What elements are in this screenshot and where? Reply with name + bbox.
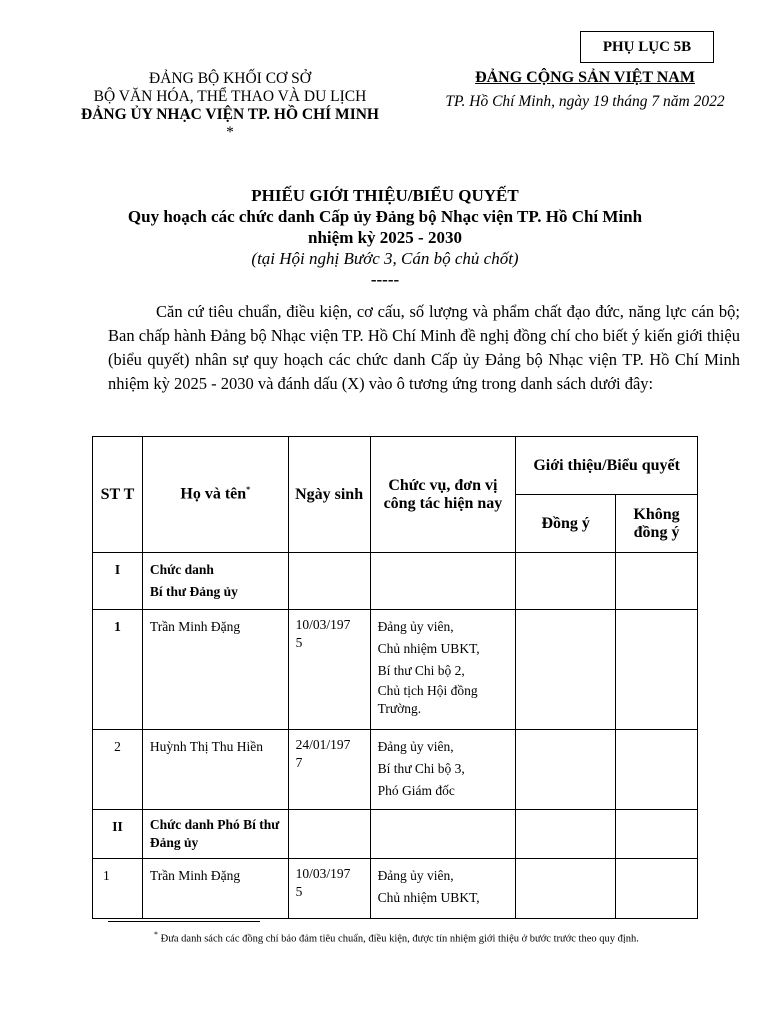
party-block (415, 69, 755, 111)
title-divider: ----- (370, 270, 400, 289)
row-dob: 10/03/197 5 (288, 859, 370, 919)
disagree-checkbox[interactable] (616, 859, 698, 919)
disagree-checkbox[interactable] (616, 610, 698, 730)
disagree-checkbox[interactable] (616, 553, 698, 610)
title-line-1: PHIẾU GIỚI THIỆU/BIỂU QUYẾT (251, 186, 519, 205)
title-line-2: Quy hoạch các chức danh Cấp ủy Đảng bộ Nhạc viện TP. Hồ Chí Minh (127, 207, 643, 226)
row-position: Đảng ủy viên, Chủ nhiệm UBKT, (370, 859, 516, 919)
table-row (93, 610, 698, 730)
footnote-divider (108, 921, 260, 922)
section-number: I (93, 553, 143, 610)
row-name: Trần Minh Đặng (142, 859, 288, 919)
issuer-line-2: BỘ VĂN HÓA, THỂ THAO VÀ DU LỊCH (93, 88, 367, 105)
table-row (93, 730, 698, 810)
section-row (93, 553, 698, 610)
party-name: ĐẢNG CỘNG SẢN VIỆT NAM (475, 69, 695, 86)
section-row (93, 810, 698, 859)
row-name: Huỳnh Thị Thu Hiền (142, 730, 288, 810)
disagree-checkbox[interactable] (616, 730, 698, 810)
footnote: * Đưa danh sách các đồng chí bảo đảm tiêu chuẩn, điều kiện, được tín nhiệm giới thiệu ở bước trước theo quy định. (154, 930, 639, 945)
agree-checkbox[interactable] (516, 730, 616, 810)
row-position: Đảng ủy viên, Chủ nhiệm UBKT, Bí thư Chi bộ 2, Chủ tịch Hội đồng Trường. (370, 610, 516, 730)
row-dob: 10/03/197 5 (288, 610, 370, 730)
issuer-line-1: ĐẢNG BỘ KHỐI CƠ SỞ (149, 70, 311, 87)
agree-checkbox[interactable] (516, 610, 616, 730)
nomination-table (92, 436, 698, 919)
document-title (80, 185, 690, 290)
intro-paragraph (108, 300, 740, 396)
row-number: 2 (93, 730, 143, 810)
header-agree: Đồng ý (516, 495, 616, 553)
section-title: Chức danh Bí thư Đảng ủy (142, 553, 288, 610)
title-subtitle: (tại Hội nghị Bước 3, Cán bộ chủ chốt) (251, 249, 519, 268)
header-vote: Giới thiệu/Biểu quyết (516, 437, 698, 495)
agree-checkbox[interactable] (516, 553, 616, 610)
header-disagree: Không đồng ý (616, 495, 698, 553)
row-position: Đảng ủy viên, Bí thư Chi bộ 3, Phó Giám đốc (370, 730, 516, 810)
row-dob: 24/01/197 7 (288, 730, 370, 810)
header-dob: Ngày sinh (288, 437, 370, 553)
place-date: TP. Hồ Chí Minh, ngày 19 tháng 7 năm 2022 (445, 93, 725, 110)
agree-checkbox[interactable] (516, 810, 616, 859)
header-name: Họ và tên* (142, 437, 288, 553)
appendix-label: PHỤ LỤC 5B (580, 31, 714, 63)
row-name: Trần Minh Đặng (142, 610, 288, 730)
row-number: 1 (93, 859, 143, 919)
section-number: II (93, 810, 143, 859)
header-stt: ST T (93, 437, 143, 553)
agree-checkbox[interactable] (516, 859, 616, 919)
issuer-line-3: ĐẢNG ỦY NHẠC VIỆN TP. HỒ CHÍ MINH (81, 106, 379, 123)
row-number: 1 (93, 610, 143, 730)
issuer-block (40, 70, 420, 142)
title-line-3: nhiệm kỳ 2025 - 2030 (308, 228, 462, 247)
section-title: Chức danh Phó Bí thư Đảng ủy (142, 810, 288, 859)
table-row (93, 859, 698, 919)
intro-text: Căn cứ tiêu chuẩn, điều kiện, cơ cấu, số lượng và phẩm chất đạo đức, năng lực cán bộ; Ban chấp hành Đảng bộ Nhạc viện TP. Hồ Chí Minh đề nghị đồng chí cho biết ý kiến giới thiệu (biểu quyết) nhân sự quy hoạch các chức danh Cấp ủy Đảng bộ Nhạc viện TP. Hồ Chí Minh nhiệm kỳ 2025 - 2030 và đánh dấu (X) vào ô tương ứng trong danh sách dưới đây: (108, 302, 740, 393)
disagree-checkbox[interactable] (616, 810, 698, 859)
issuer-star: * (226, 124, 234, 141)
header-position: Chức vụ, đơn vị công tác hiện nay (370, 437, 516, 553)
